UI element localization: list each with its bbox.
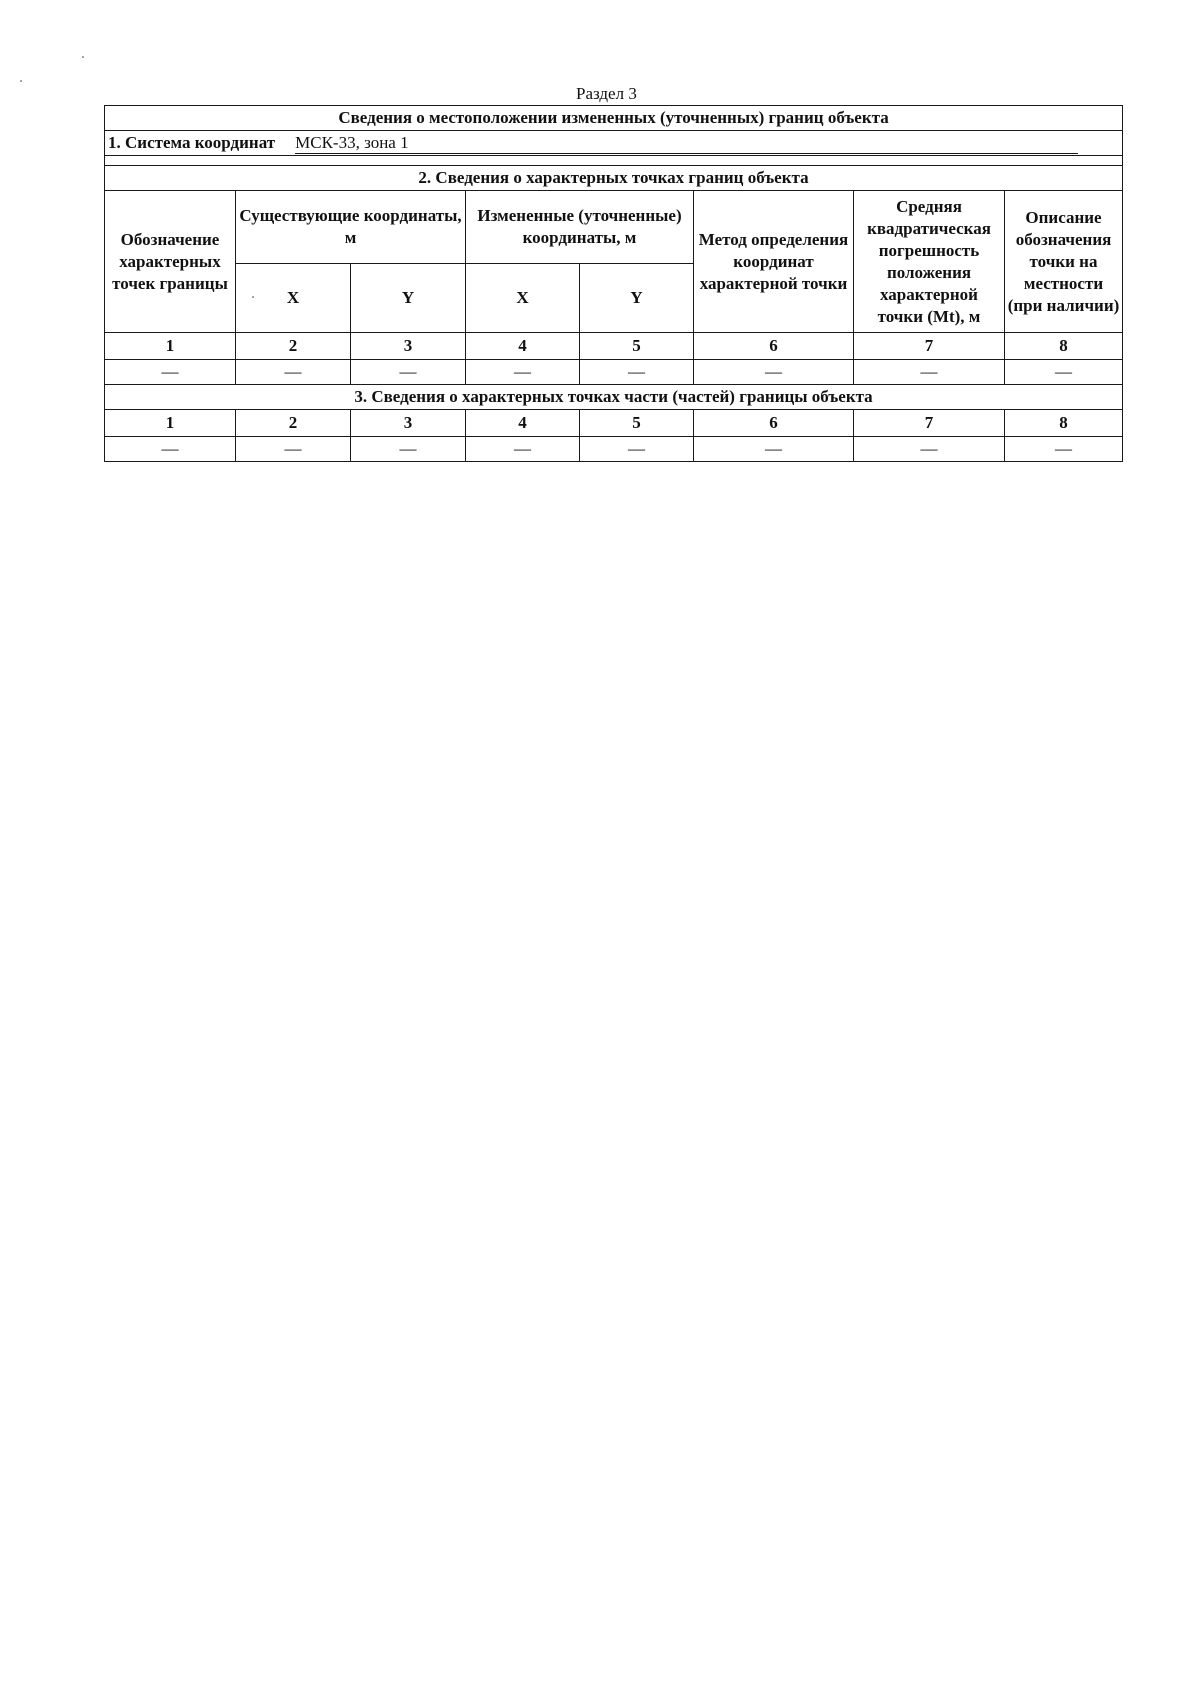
column-number: 6: [694, 410, 854, 437]
column-number: 4: [466, 333, 580, 360]
header-method: Метод определения координат характерной точки: [694, 191, 854, 333]
table-cell: —: [1005, 360, 1123, 385]
parts-column-numbers-row: [105, 410, 1123, 437]
scan-speck: [252, 296, 254, 298]
header-changed-y: Y: [580, 264, 694, 333]
coordinate-system-spacer: [105, 156, 1123, 166]
table-cell: —: [580, 437, 694, 462]
table-cell: —: [236, 437, 351, 462]
header-changed-x: X: [466, 264, 580, 333]
table-cell: —: [466, 360, 580, 385]
table-cell: —: [1005, 437, 1123, 462]
column-number: 6: [694, 333, 854, 360]
column-number: 4: [466, 410, 580, 437]
table-cell: —: [351, 360, 466, 385]
coordinate-system-row: [105, 131, 1123, 156]
scan-speck: [20, 80, 22, 82]
column-number: 1: [105, 333, 236, 360]
column-number: 3: [351, 333, 466, 360]
table-cell: —: [351, 437, 466, 462]
column-number: 8: [1005, 410, 1123, 437]
table-row: [105, 437, 1123, 462]
header-existing-y: Y: [351, 264, 466, 333]
column-number: 1: [105, 410, 236, 437]
coordinate-system-label: 1. Система координат: [108, 133, 276, 152]
coordinate-system-value: МСК-33, зона 1: [295, 133, 1078, 154]
column-number: 7: [854, 410, 1005, 437]
header-changed-coordinates: Измененные (уточненные) координаты, м: [466, 191, 694, 264]
table-cell: —: [694, 360, 854, 385]
parts-section-title: 3. Сведения о характерных точках части (частей) границы объекта: [105, 385, 1123, 410]
scan-speck: [82, 56, 84, 58]
column-number: 5: [580, 333, 694, 360]
column-number: 2: [236, 410, 351, 437]
section-label: Раздел 3: [576, 84, 637, 103]
column-number: 8: [1005, 333, 1123, 360]
column-number: 7: [854, 333, 1005, 360]
points-column-numbers-row: [105, 333, 1123, 360]
table-cell: —: [236, 360, 351, 385]
table-cell: —: [105, 360, 236, 385]
points-section-title: 2. Сведения о характерных точках границ объекта: [105, 166, 1123, 191]
table-cell: —: [854, 360, 1005, 385]
table-row: [105, 360, 1123, 385]
column-number: 2: [236, 333, 351, 360]
table-cell: —: [854, 437, 1005, 462]
column-number: 3: [351, 410, 466, 437]
table-cell: —: [105, 437, 236, 462]
header-designation: Обозначение характерных точек границы: [105, 191, 236, 333]
table-cell: —: [466, 437, 580, 462]
table-cell: —: [580, 360, 694, 385]
table-title: Сведения о местоположении измененных (уточненных) границ объекта: [105, 106, 1123, 131]
header-description: Описание обозначения точки на местности (при наличии): [1005, 191, 1123, 333]
table-cell: —: [694, 437, 854, 462]
boundary-table: [104, 105, 1123, 462]
header-existing-x: X: [236, 264, 351, 333]
column-number: 5: [580, 410, 694, 437]
header-error: Средняя квадратическая погрешность положения характерной точки (Mt), м: [854, 191, 1005, 333]
header-existing-coordinates: Существующие координаты, м: [236, 191, 466, 264]
